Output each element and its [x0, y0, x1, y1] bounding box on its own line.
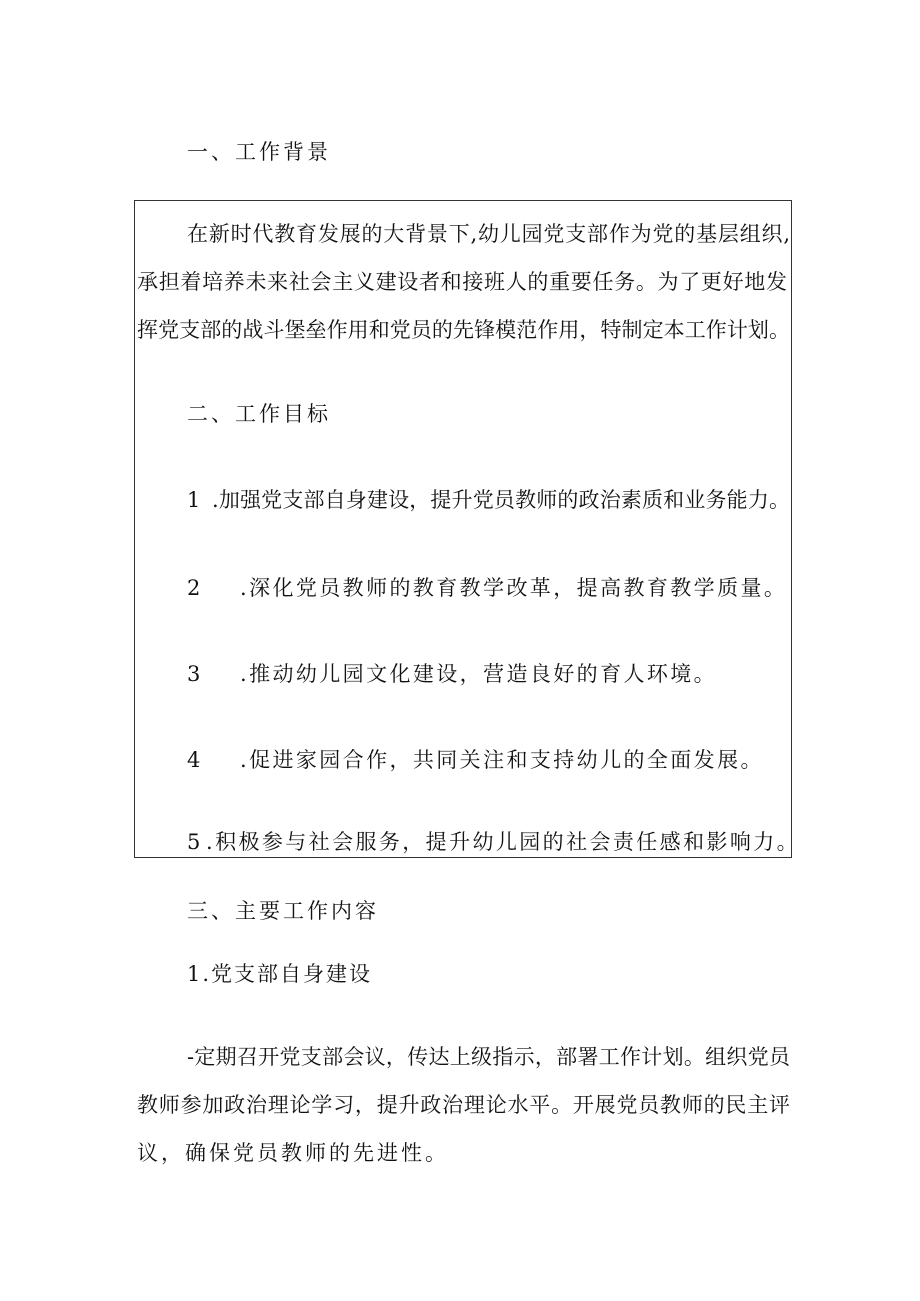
goal-text: .促进家园合作，共同关注和支持幼儿的全面发展。 — [240, 748, 764, 772]
content-paragraph-line: 议，确保党员教师的先进性。 — [137, 1141, 449, 1165]
background-paragraph-line: 在新时代教育发展的大背景下,幼儿园党支部作为党的基层组织, — [187, 222, 790, 246]
background-paragraph-line: 挥党支部的战斗堡垒作用和党员的先锋模范作用，特制定本工作计划。 — [137, 318, 790, 342]
section-heading-main-content: 三、主要工作内容 — [187, 899, 379, 923]
section-heading-goals: 二、工作目标 — [187, 402, 331, 426]
content-paragraph-line: 教师参加政治理论学习，提升政治理论水平。开展党员教师的民主评 — [137, 1093, 790, 1117]
section-heading-background: 一、工作背景 — [187, 140, 331, 164]
background-paragraph-line: 承担着培养未来社会主义建设者和接班人的重要任务。为了更好地发 — [137, 270, 787, 294]
goal-text: .积极参与社会服务，提升幼儿园的社会责任感和影响力。 — [206, 830, 801, 854]
goal-number: 1 — [187, 488, 204, 512]
sub-heading-party-branch: 1.党支部自身建设 — [187, 962, 373, 986]
goal-number: 5 — [187, 830, 204, 854]
goal-number: 4 — [187, 748, 204, 772]
goal-text: .深化党员教师的教育教学改革，提高教育教学质量。 — [240, 576, 788, 600]
goal-text: .加强党支部自身建设，提升党员教师的政治素质和业务能力。 — [212, 488, 790, 512]
goal-number: 2 — [187, 576, 204, 600]
content-paragraph-line: -定期召开党支部会议，传达上级指示，部署工作计划。组织党员 — [187, 1045, 790, 1069]
goal-text: .推动幼儿园文化建设，营造良好的育人环境。 — [240, 662, 718, 686]
goal-number: 3 — [187, 662, 204, 686]
